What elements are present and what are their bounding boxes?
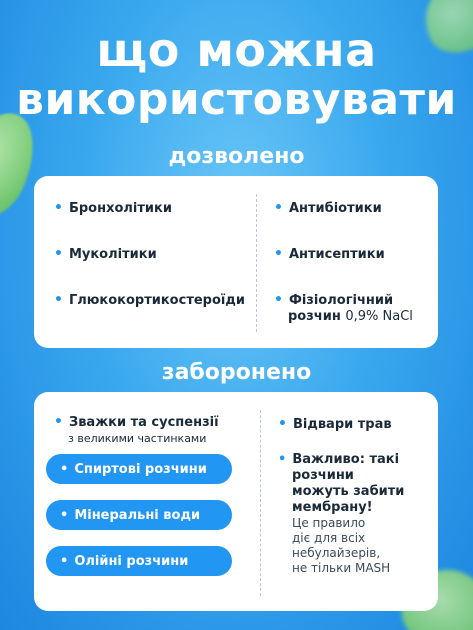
allowed-divider [256, 194, 257, 332]
bullet-icon: • [274, 246, 283, 262]
bullet-icon: • [274, 292, 283, 308]
bullet-icon: • [278, 452, 287, 467]
bullet-icon: • [60, 553, 69, 569]
allowed-item: • Антисептики [274, 246, 385, 262]
bullet-icon: • [54, 200, 63, 216]
forbidden-item-herbal: • Відвари трав [278, 416, 392, 432]
page-title-line1: що можна [96, 23, 377, 77]
note-text: Це правило діє для всіх небулайзерів, не тільки MASH [292, 516, 391, 575]
allowed-item: • Глюкокортикостероїди [54, 292, 245, 308]
warning-text: • Важливо: такі розчини можуть забити мембрану! [278, 452, 405, 515]
forbidden-card [34, 392, 438, 611]
bullet-icon: • [274, 200, 283, 216]
forbidden-pill: • Мінеральні води [46, 500, 232, 530]
bullet-icon: • [60, 461, 69, 477]
allowed-card [34, 176, 438, 348]
allowed-item: • Антибіотики [274, 200, 382, 216]
forbidden-pill: • Олійні розчини [46, 546, 232, 576]
bullet-icon: • [54, 292, 63, 308]
bullet-icon: • [54, 414, 63, 430]
page-title-line2: використовувати [16, 74, 457, 125]
forbidden-pill: • Спиртові розчини [46, 454, 232, 484]
bullet-icon: • [278, 416, 287, 432]
forbidden-label: заборонено [161, 360, 312, 385]
forbidden-item: • Зважки та суспензії з великими частинками [54, 414, 219, 445]
bullet-icon: • [54, 246, 63, 262]
allowed-label: дозволено [168, 144, 305, 169]
allowed-item: • Муколітики [54, 246, 157, 262]
allowed-item: • Бронхолітики [54, 200, 172, 216]
bullet-icon: • [60, 507, 69, 523]
allowed-item-saline: • Фізіологічний розчин 0,9% NaCl [274, 292, 413, 324]
forbidden-divider [260, 410, 261, 596]
